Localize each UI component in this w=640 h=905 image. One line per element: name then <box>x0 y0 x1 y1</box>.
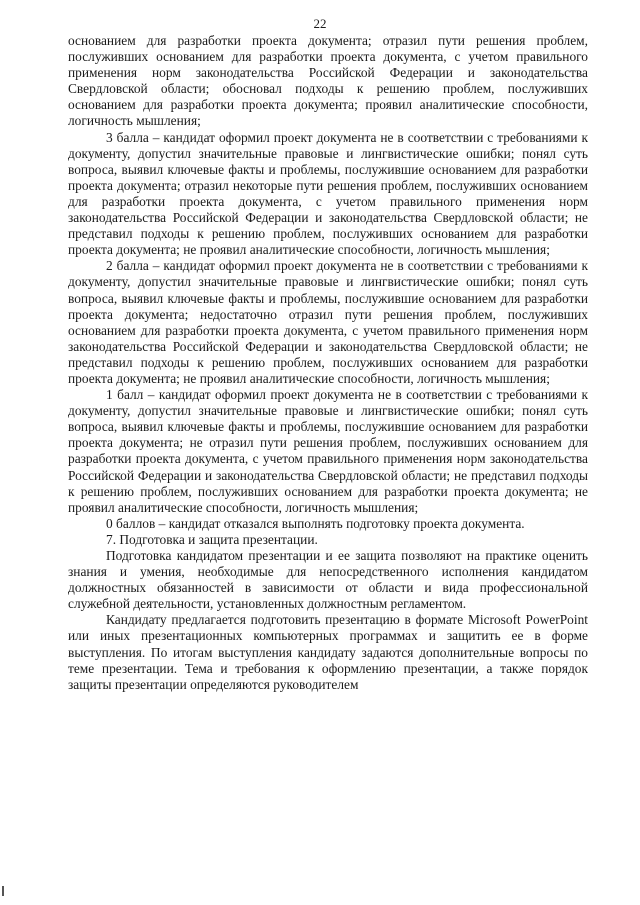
paragraph-presentation-format: Кандидату предлагается подготовить презентацию в формате Microsoft PowerPoint или иных презентационных компьютерных программах и защитить ее в форме выступления. По итогам выступления кандидату задаются дополнительные вопросы по теме презентации. Тема и требования к оформлению презентации, а также порядок защиты презентации определяются руководителем <box>68 612 588 692</box>
paragraph-presentation-purpose: Подготовка кандидатом презентации и ее защита позволяют на практике оценить знания и умения, необходимые для непосредственного исполнения кандидатом должностных обязанностей в зависимости от области и вида профессиональной служебной деятельности, установленных должностным регламентом. <box>68 548 588 612</box>
paragraph-continuation: основанием для разработки проекта документа; отразил пути решения проблем, послуживших основанием для разработки проекта документа, с учетом правильного применения норм законодательства Российской Федерации и законодательства Свердловской области; обосновал подходы к решению проблем, послуживших основанием для разработки проекта документа; проявил аналитические способности, логичность мышления; <box>68 33 588 129</box>
scan-mark <box>2 886 4 896</box>
document-body <box>68 33 588 693</box>
paragraph-score-3: 3 балла – кандидат оформил проект документа не в соответствии с требованиями к документу, допустил значительные правовые и лингвистические ошибки; понял суть вопроса, выявил ключевые факты и проблемы, послужившие основанием для разработки проекта документа; отразил некоторые пути решения проблем, послуживших основанием для разработки проекта документа, с учетом правильного применения норм законодательства Российской Федерации и законодательства Свердловской области; не представил подходы к решению проблем, послуживших основанием для разработки проекта документа; не проявил аналитические способности, логичность мышления; <box>68 129 588 258</box>
page-number: 22 <box>313 16 327 31</box>
paragraph-score-2: 2 балла – кандидат оформил проект документа не в соответствии с требованиями к документу, допустил значительные правовые и лингвистические ошибки; понял суть вопроса, выявил ключевые факты и проблемы, послужившие основанием для разработки проекта документа; недостаточно отразил пути решения проблем, послуживших основанием для разработки проекта документа, с учетом правильного применения норм законодательства Российской Федерации и законодательства Свердловской области; не представил подходы к решению проблем, послуживших основанием для разработки проекта документа; не проявил аналитические способности, логичность мышления; <box>68 258 588 386</box>
paragraph-score-1: 1 балл – кандидат оформил проект документа не в соответствии с требованиями к документу, допустил значительные правовые и лингвистические ошибки; понял суть вопроса, выявил ключевые факты и проблемы, послужившие основанием для разработки проекта документа; не отразил пути решения проблем, послуживших основанием для разработки проекта документа, с учетом правильного применения норм законодательства Российской Федерации и законодательства Свердловской области; не представил подходы к решению проблем, послуживших основанием для разработки проекта документа; не проявил аналитические способности, логичность мышления; <box>68 387 588 515</box>
paragraph-score-0: 0 баллов – кандидат отказался выполнять подготовку проекта документа. <box>106 515 525 531</box>
section-heading-presentation: 7. Подготовка и защита презентации. <box>106 531 318 547</box>
